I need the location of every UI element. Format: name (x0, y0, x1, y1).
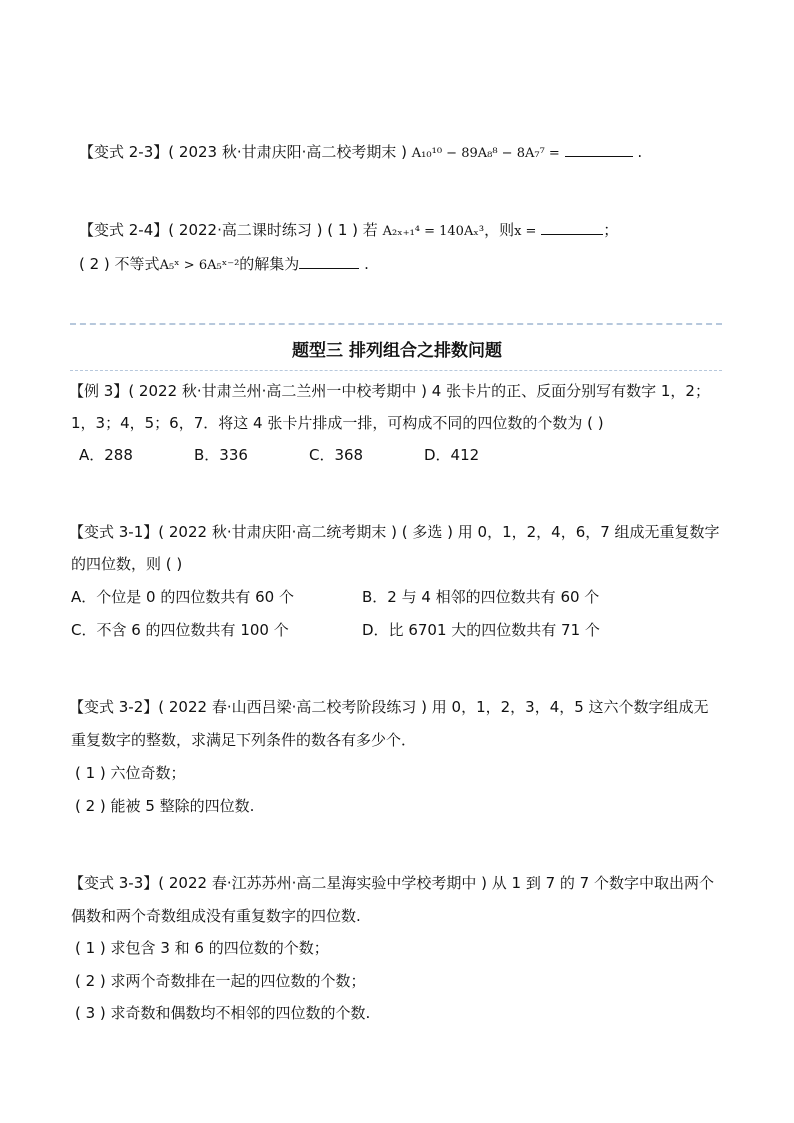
variant-2-3 (79, 142, 642, 164)
answer-blank (565, 142, 633, 157)
part2-prefix: ( 2 ) 不等式 (79, 255, 160, 273)
part1-variable: x = (514, 224, 537, 239)
variant-2-3-source: ( 2023 秋·甘肃庆阳·高二校考期末 ) (168, 143, 408, 161)
example-3-option-a: A．288 (79, 446, 133, 464)
variant-3-2-line-1: 【变式 3-2】( 2022 春·山西吕梁·高二校考阶段练习 ) 用 0，1，2，3，4，5 这六个数字组成无 (69, 698, 709, 716)
example-3-line-2: 1，3；4，5；6，7．将这 4 张卡片排成一排，可构成不同的四位数的个数为 ( ) (71, 414, 604, 432)
variant-3-1-option-d: D．比 6701 大的四位数共有 71 个 (362, 621, 600, 639)
variant-3-3-line-1: 【变式 3-3】( 2022 春·江苏苏州·高二星海实验中学校考期中 ) 从 1 到 7 的 7 个数字中取出两个 (69, 874, 714, 892)
variant-2-3-tag: 【变式 2-3】 (79, 143, 169, 161)
section-divider-top (70, 323, 722, 325)
variant-3-2-question-2: ( 2 ) 能被 5 整除的四位数. (75, 797, 255, 815)
example-3-line-1 (69, 381, 710, 401)
variant-3-3-line-2: 偶数和两个奇数组成没有重复数字的四位数. (71, 907, 361, 925)
example-3-text-1: ( 2022 秋·甘肃兰州·高二兰州一中校考期中 ) 4 张卡片的正、反面分别写有数字 1，2； (128, 382, 710, 400)
answer-blank (541, 220, 603, 235)
variant-3-1-option-b: B．2 与 4 相邻的四位数共有 60 个 (362, 588, 600, 606)
variant-3-3-question-1: ( 1 ) 求包含 3 和 6 的四位数的个数； (75, 939, 329, 957)
variant-2-4-tag: 【变式 2-4】 (79, 221, 169, 239)
variant-3-1-line-1: 【变式 3-1】( 2022 秋·甘肃庆阳·高二统考期末 ) ( 多选 ) 用 0，1，2，4，6，7 组成无重复数字 (69, 523, 720, 541)
variant-2-3-formula: A₁₀¹⁰ − 89A₈⁸ − 8A₇⁷ = (411, 146, 560, 161)
example-3-option-c: C．368 (309, 446, 364, 464)
part2-suffix: 的解集为 (239, 255, 300, 273)
variant-2-4-source: ( 2022·高二课时练习 ) (168, 221, 323, 239)
variant-2-4 (79, 220, 618, 242)
example-3-tag: 【例 3】 (69, 382, 129, 400)
variant-3-2-line-2: 重复数字的整数，求满足下列条件的数各有多少个． (71, 731, 417, 749)
section-title: 题型三 排列组合之排数问题 (292, 341, 502, 361)
variant-3-1-option-c: C．不含 6 的四位数共有 100 个 (71, 621, 289, 639)
answer-blank (299, 254, 359, 269)
variant-3-3-question-2: ( 2 ) 求两个奇数排在一起的四位数的个数； (75, 972, 366, 990)
section-divider-bottom (70, 370, 722, 371)
part1-then: ，则 (484, 221, 515, 239)
variant-3-1-option-a: A．个位是 0 的四位数共有 60 个 (71, 588, 294, 606)
example-3-option-b: B．336 (194, 446, 248, 464)
variant-3-1-line-2: 的四位数，则 ( ) (71, 555, 183, 573)
period: . (637, 143, 643, 161)
variant-3-2-question-1: ( 1 ) 六位奇数； (75, 764, 186, 782)
part2-end: . (364, 255, 369, 273)
part1-formula: A₂ₓ₊₁⁴ = 140Aₓ³ (382, 224, 485, 239)
part1-prefix: ( 1 ) 若 (327, 221, 378, 239)
part2-formula: A₅ˣ > 6A₅ˣ⁻² (159, 258, 240, 273)
variant-2-4-part2 (79, 254, 369, 276)
part1-end: ； (603, 221, 619, 239)
variant-3-3-question-3: ( 3 ) 求奇数和偶数均不相邻的四位数的个数. (75, 1004, 371, 1022)
example-3-option-d: D．412 (424, 446, 480, 464)
